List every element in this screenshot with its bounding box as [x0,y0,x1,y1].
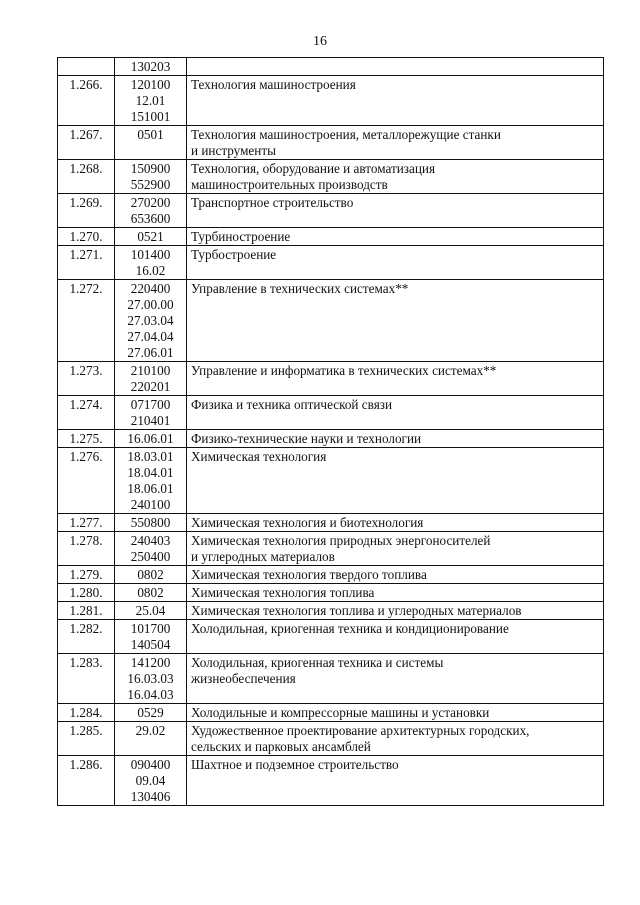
row-number: 1.272. [58,280,115,362]
specialty-name-line: Технология, оборудование и автоматизация [191,161,436,176]
specialty-code: 140504 [130,637,171,652]
specialty-codes [115,280,187,362]
table-row [58,430,604,448]
specialty-name-line: Управление в технических системах** [191,281,409,296]
specialty-codes [115,602,187,620]
table-row [58,126,604,160]
specialty-name-line: Холодильная, криогенная техника и системы [191,655,444,670]
specialty-name [187,602,604,620]
table-row [58,228,604,246]
specialty-name-line: Технология машиностроения, металлорежущие станки [191,127,501,142]
specialty-codes [115,160,187,194]
specialty-code: 240100 [130,497,171,512]
table-row [58,602,604,620]
specialty-code: 101400 [130,247,171,262]
specialty-code: 210100 [130,363,171,378]
specialty-code: 653600 [130,211,171,226]
specialty-name [187,448,604,514]
specialty-name [187,396,604,430]
specialty-name-line: Технология машиностроения [191,77,356,92]
specialty-name [187,584,604,602]
row-number: 1.273. [58,362,115,396]
specialty-code: 27.04.04 [127,329,174,344]
row-number: 1.281. [58,602,115,620]
specialty-code: 0529 [137,705,164,720]
table-row [58,194,604,228]
table-row [58,620,604,654]
specialty-name-line: Химическая технология природных энергоносителей [191,533,491,548]
specialty-name-line: Химическая технология топлива и углеродных материалов [191,603,522,618]
specialty-codes [115,58,187,76]
specialty-code: 16.06.01 [127,431,174,446]
table-row [58,160,604,194]
specialty-codes [115,722,187,756]
specialty-code: 130203 [130,59,171,74]
row-number: 1.280. [58,584,115,602]
specialty-name [187,430,604,448]
specialty-code: 16.03.03 [127,671,174,686]
row-number: 1.267. [58,126,115,160]
row-number [58,58,115,76]
row-number: 1.271. [58,246,115,280]
specialty-code: 550800 [130,515,171,530]
specialty-code: 18.03.01 [127,449,174,464]
specialty-codes [115,246,187,280]
specialty-name [187,228,604,246]
specialty-codes [115,756,187,806]
specialty-codes [115,620,187,654]
specialty-code: 130406 [130,789,171,804]
specialty-code: 25.04 [135,603,166,618]
specialty-codes [115,566,187,584]
row-number: 1.277. [58,514,115,532]
specialty-name [187,160,604,194]
specialty-name-line: Транспортное строительство [191,195,354,210]
specialty-code: 12.01 [135,93,166,108]
specialty-name-line: и инструменты [191,143,276,158]
specialty-codes [115,532,187,566]
row-number: 1.282. [58,620,115,654]
specialty-name [187,76,604,126]
table-row [58,362,604,396]
row-number: 1.275. [58,430,115,448]
specialty-codes [115,126,187,160]
specialty-name-line: Физико-технические науки и технологии [191,431,422,446]
specialty-code: 150900 [130,161,171,176]
specialty-code: 220201 [130,379,171,394]
specialty-name-line: Холодильные и компрессорные машины и установки [191,705,490,720]
specialty-code: 0802 [137,567,164,582]
specialty-codes [115,396,187,430]
specialty-codes [115,362,187,396]
row-number: 1.268. [58,160,115,194]
table-row [58,704,604,722]
specialty-name-line: Турбиностроение [191,229,291,244]
specialty-name-line: Управление и информатика в технических системах** [191,363,497,378]
specialty-codes [115,514,187,532]
specialty-name [187,194,604,228]
specialty-name-line: Холодильная, криогенная техника и кондиционирование [191,621,509,636]
specialty-name [187,654,604,704]
specialty-code: 552900 [130,177,171,192]
table-row [58,280,604,362]
specialty-name-line: Химическая технология и биотехнология [191,515,424,530]
specialty-name-line: Шахтное и подземное строительство [191,757,399,772]
specialty-code: 270200 [130,195,171,210]
table-row [58,514,604,532]
specialty-code: 27.06.01 [127,345,174,360]
row-number: 1.274. [58,396,115,430]
specialties-table [57,57,604,806]
specialty-name-line: Физика и техника оптической связи [191,397,393,412]
specialty-code: 27.03.04 [127,313,174,328]
specialty-codes [115,584,187,602]
table-row [58,448,604,514]
row-number: 1.285. [58,722,115,756]
specialty-name [187,532,604,566]
specialty-code: 210401 [130,413,171,428]
specialty-code: 0521 [137,229,164,244]
specialty-code: 0802 [137,585,164,600]
row-number: 1.279. [58,566,115,584]
row-number: 1.278. [58,532,115,566]
specialty-name-line: Художественное проектирование архитектурных городских, [191,723,530,738]
specialty-name-line: и углеродных материалов [191,549,335,564]
specialty-name [187,126,604,160]
row-number: 1.283. [58,654,115,704]
specialty-code: 18.06.01 [127,481,174,496]
table-row [58,76,604,126]
specialty-name [187,58,604,76]
row-number: 1.269. [58,194,115,228]
specialty-code: 16.04.03 [127,687,174,702]
specialty-name [187,704,604,722]
specialty-codes [115,654,187,704]
specialty-code: 09.04 [135,773,166,788]
specialty-code: 16.02 [135,263,166,278]
specialty-codes [115,430,187,448]
table-row [58,566,604,584]
specialty-codes [115,194,187,228]
specialty-name-line: Химическая технология [191,449,327,464]
row-number: 1.284. [58,704,115,722]
specialty-codes [115,76,187,126]
row-number: 1.276. [58,448,115,514]
specialty-name-line: сельских и парковых ансамблей [191,739,371,754]
specialty-name [187,722,604,756]
specialty-code: 250400 [130,549,171,564]
row-number: 1.286. [58,756,115,806]
table-row [58,532,604,566]
specialty-codes [115,448,187,514]
table-row [58,584,604,602]
table-row [58,654,604,704]
specialty-code: 240403 [130,533,171,548]
specialty-code: 090400 [130,757,171,772]
specialty-name [187,246,604,280]
specialty-codes [115,228,187,246]
row-number: 1.270. [58,228,115,246]
table-body [58,58,604,806]
specialty-code: 120100 [130,77,171,92]
specialty-name [187,756,604,806]
specialty-name [187,514,604,532]
specialty-name [187,566,604,584]
specialty-name [187,620,604,654]
specialty-code: 220400 [130,281,171,296]
table-row [58,246,604,280]
specialty-name-line: Турбостроение [191,247,277,262]
row-number: 1.266. [58,76,115,126]
specialty-name [187,280,604,362]
specialty-code: 29.02 [135,723,166,738]
specialty-code: 101700 [130,621,171,636]
page-number: 16 [313,34,327,49]
specialty-code: 141200 [130,655,171,670]
specialty-codes [115,704,187,722]
specialty-name-line: Химическая технология топлива [191,585,375,600]
specialty-code: 071700 [130,397,171,412]
table-row [58,722,604,756]
specialty-name-line: жизнеобеспечения [191,671,296,686]
table-row [58,58,604,76]
table-row [58,756,604,806]
table-row [58,396,604,430]
specialty-code: 151001 [130,109,171,124]
specialty-code: 18.04.01 [127,465,174,480]
specialty-name [187,362,604,396]
specialty-code: 0501 [137,127,164,142]
specialty-code: 27.00.00 [127,297,174,312]
specialty-name-line: машиностроительных производств [191,177,388,192]
specialty-name-line: Химическая технология твердого топлива [191,567,427,582]
